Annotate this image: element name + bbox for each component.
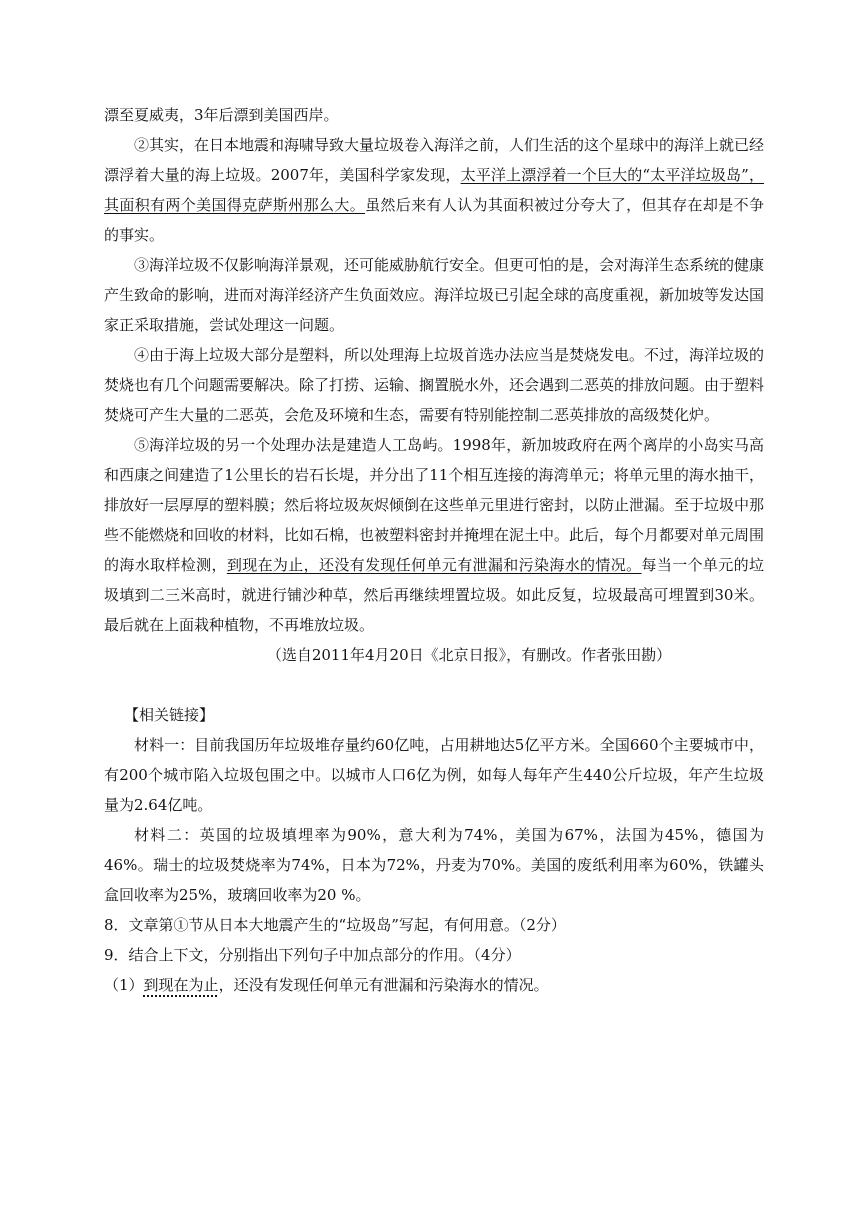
question-9-1-rest: ，还没有发现任何单元有泄漏和污染海水的情况。 [218, 976, 549, 994]
paragraph-5-text-end: 每当一个单元的垃圾填到二三米高时，就进行铺沙种草，然后再继续埋置垃圾。如此反复，垃圾最高可埋置到30米。最后就在上面栽种植物，不再堆放垃圾。 [104, 556, 764, 634]
paragraph-1-end: 漂至夏威夷，3年后漂到美国西岸。 [104, 106, 339, 124]
material-2: 材料二：英国的垃圾填埋率为90%，意大利为74%，美国为67%，法国为45%，德国为46%。瑞士的垃圾焚烧率为74%，日本为72%，丹麦为70%。美国的废纸利用率为60%，铁罐头盒回收率为25%，玻璃回收率为20 %。 [104, 826, 764, 904]
material-1: 材料一：目前我国历年垃圾堆存量约60亿吨，占用耕地达5亿平方米。全国660个主要城市中，有200个城市陷入垃圾包围之中。以城市人口6亿为例，如每人每年产生440公斤垃圾，年产生垃圾量为2.64亿吨。 [104, 736, 764, 814]
article-source: （选自2011年4月20日《北京日报》，有删改。作者张田勘） [266, 646, 672, 664]
paragraph-4: ④由于海上垃圾大部分是塑料，所以处理海上垃圾首选办法应当是焚烧发电。不过，海洋垃圾的焚烧也有几个问题需要解决。除了打捞、运输、搁置脱水外，还会遇到二恶英的排放问题。由于塑料焚烧可产生大量的二恶英，会危及环境和生态，需要有特别能控制二恶英排放的高级焚化炉。 [104, 346, 765, 424]
paragraph-5-underlined: 到现在为止，还没有发现任何单元有泄漏和污染海水的情况。 [226, 556, 642, 574]
question-9-1-dotted: 到现在为止 [143, 976, 219, 994]
paragraph-5-text: ⑤海洋垃圾的另一个处理办法是建造人工岛屿。1998年，新加坡政府在两个离岸的小岛实马高和西康之间建造了1公里长的岩石长堤，并分出了11个相互连接的海湾单元；将单元里的海水抽干，排放好一层厚厚的塑料膜；然后将垃圾灰烬倾倒在这些单元里进行密封，以防止泄漏。至于垃圾中那些不能燃烧和回收的材料，比如石棉，也被塑料密封并掩埋在泥土中。此后，每个月都要对单元周围的海水取样检测， [104, 436, 765, 574]
paragraph-3: ③海洋垃圾不仅影响海洋景观，还可能威胁航行安全。但更可怕的是，会对海洋生态系统的健康产生致命的影响，进而对海洋经济产生负面效应。海洋垃圾已引起全球的高度重视，新加坡等发达国家正采取措施，尝试处理这一问题。 [104, 256, 765, 334]
related-links-heading: 【相关链接】 [124, 706, 215, 724]
paragraph-2 [104, 130, 764, 250]
spacer [104, 670, 764, 700]
paragraph-2-text: ②其实，在日本地震和海啸导致大量垃圾卷入海洋之前，人们生活的这个星球中的海洋上就已经漂浮着大量的海上垃圾。2007年，美国科学家发现， [104, 136, 765, 184]
question-9-1-number: （1） [104, 976, 144, 994]
paragraph-2-text-end: 虽然后来有人认为其面积被过分夸大了，但其存在却是不争的事实。 [104, 196, 764, 244]
question-9: 9．结合上下文，分别指出下列句子中加点部分的作用。（4分） [104, 946, 521, 964]
paragraph-2-underlined: 太平洋上漂浮着一个巨大的“太平洋垃圾岛”，其面积有两个美国得克萨斯州那么大。 [104, 166, 764, 214]
paragraph-5 [104, 430, 764, 640]
question-8: 8．文章第①节从日本大地震产生的“垃圾岛”写起，有何用意。（2分） [104, 916, 566, 934]
question-9-1 [104, 970, 764, 1000]
